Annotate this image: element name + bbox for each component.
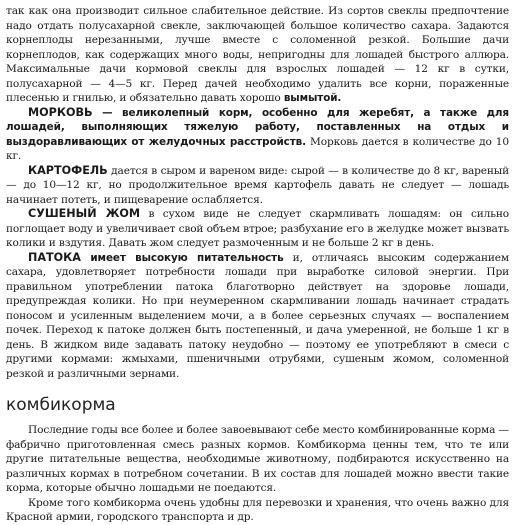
molasses-bold-text: имеет высокую питательность xyxy=(80,251,284,264)
feed-paragraph-1: Последние годы все более и более завоевывают себе место комбинированные корма — фабрично приготовленная смесь разных кормов. Комбикорма ценны тем, что те или другие питательные вещества, необходимые животному, подбираются искусственно на различных кормах в потребном сочетании. В их состав для лошадей можно ввести такие корма, которые обычно лошадьми не поедаются. xyxy=(6,424,509,494)
pulp-paragraph xyxy=(6,207,509,251)
feed-paragraph-2: Кроме того комбикорма очень удобны для перевозки и хранения, что очень важно для Красной армии, городского транспорта и др. xyxy=(6,496,509,523)
molasses-text: и, отличаясь высоким содержанием сахара, удовлетворяет потребности лошади при выработке силовой энергии. При правильном употреблении патока благотворно действует на здоровье лошади, предупреждая колики. Но при неумеренном скармливании лошадь начинает страдать поносом и усиленным выделением мочи, а в более серьезных случаях — воспалением почек. Переход к патоке должен быть постепенный, и дача умеренной, не больше 1 кг в день. В жидком виде задавать патоку неудобно — поэтому ее употребляют в смеси с другими кормами: жмыхами, пшеничными отрубями, сушеным жомом, соломенной резкой и различными зернами. xyxy=(6,251,510,380)
intro-text: так как она производит сильное слабительное действие. Из сортов свеклы предпочтение надо отдать полусахарной свекле, заключающей большое количество сахара. Задаются корнеплоды нерезанными, лучше вместе с соломенной резкой. Большие дачи корнеплодов, как содержащих много воды, непригодны для лошадей быстрого аллюра. Максимальные дачи кормовой свеклы для взрослых лошадей — 12 кг в сутки, полусахарной — 4—5 кг. Перед дачей необходимо удалить все корни, пораженные плесенью и гнилью, и обязательно давать хорошо xyxy=(6,5,509,104)
text-column xyxy=(6,4,509,525)
potato-text: дается в сыром и вареном виде: сырой — в количестве до 8 кг, вареный — до 10—12 кг, но продолжительное время картофель давать не следует — лошадь начинает потеть, и пищеварение ослабляется. xyxy=(6,164,509,206)
molasses-term: ПАТОКА xyxy=(28,250,81,264)
carrot-term: МОРКОВЬ xyxy=(28,105,93,119)
intro-bold-text: вымытой. xyxy=(283,92,342,104)
pulp-term: СУШЕНЫЙ ЖОМ xyxy=(28,207,141,220)
molasses-paragraph xyxy=(6,251,509,382)
section-heading: комбикорма xyxy=(6,395,116,415)
pulp-text: в сухом виде не следует скармливать лошадям: он сильно поглощает воду и увеличивает свой объем втрое; разбухание его в желудке может вызвать колики и вздутия. Давать жом следует размоченным и не больше 2 кг в день. xyxy=(6,208,509,249)
carrot-paragraph xyxy=(6,106,509,164)
carrot-bold-text: — великолепный корм, особенно для жеребят, а также для лошадей, выполняющих тяжелую работу, поставленных на отдых и выздоравливающих от желудочных расстройств. xyxy=(6,106,509,148)
potato-term: КАРТОФЕЛЬ xyxy=(28,163,108,177)
potato-paragraph xyxy=(6,164,509,208)
carrot-text: Морковь дается в количестве до 10 кг. xyxy=(6,135,509,162)
intro-paragraph xyxy=(6,4,509,106)
